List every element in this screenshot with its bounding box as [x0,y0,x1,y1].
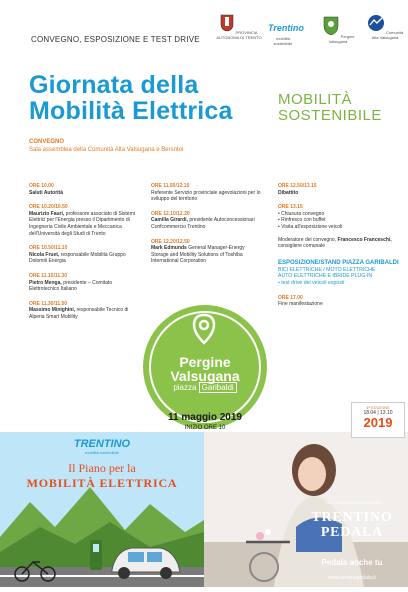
trentino-wordmark-icon [268,22,304,33]
program-column-2 [151,183,263,265]
program-time: ORE 17.00 [278,294,303,301]
crest-icon [220,14,234,32]
expo-line: AUTO ELETTRICHE E IBRIDE PLUG-IN [278,273,373,280]
venue-city [143,355,267,383]
venue-city-line1: Pergine [179,354,231,370]
moderator-name: Francesco Franceschi, [337,236,392,243]
program-column-1 [29,183,139,321]
expo-line: BICI ELETTRICHE / MOTO ELETTRICHE [278,266,376,273]
provincia-autonoma-di-trento-logo: PROVINCIA AUTONOMA DI TRENTO [216,14,262,40]
location-pin-icon [187,312,221,346]
program-time: ORE 10.50/11.10 [29,245,68,252]
expo-title: ESPOSIZIONE/STAND PIAZZA GARIBALDI [278,259,399,266]
title-area [0,62,408,132]
pedala-ciclo: CICLOCONCORSO TRENTINO [325,500,383,505]
header [0,0,408,62]
pedala-year: 2019 [363,415,393,430]
program-list-item: • Rinfresco con buffet [278,217,326,224]
venue-piazza-name: Garibaldi [199,382,237,393]
pedala-title-line2: PEDALA [320,525,384,540]
convegno-place: Sala assemblea della Comunità Alta Valsugana e Bersntol [29,147,184,153]
program-time: ORE 11.30/11.50 [29,300,68,307]
venue-city-line2: Valsugana [170,368,240,384]
pergine-valsugana-logo: Pergine Valsugana [320,14,356,44]
program-time: ORE 12.50/13.15 [278,183,317,189]
program-time: ORE 10.20/10.50 [29,204,68,211]
trentino-brand [70,438,134,455]
program-description: responsabile Mobilità Gruppo Dolomiti Energia [29,251,126,265]
program-speaker: Camilla Girardi, [151,217,188,224]
program-speaker: Pietro Menga, [29,279,62,286]
pedala-date-badge [351,402,405,438]
event-date: 11 maggio 2019 [168,412,242,423]
moderator-post: consigliere comunale [278,243,325,250]
program-time: ORE 10.00 [29,183,54,189]
expo-line: • test drive dei veicoli esposti [278,279,345,286]
convegno-info [29,138,183,154]
piano-panel [0,432,204,587]
trentino-logo: Trentino mobilità sostenibile [268,23,304,46]
program-description: presidente Autoconcessionari Confcommercio Trentino [151,217,255,230]
main-title [29,72,233,124]
pedala-title-line1: TRENTINO [311,510,393,525]
program-time: ORE 12.20/12.50 [151,238,190,245]
alta-valsugana-mark-icon [367,14,385,32]
program-speaker: Nicola Fruet, [29,251,60,258]
landscape-illustration [0,432,204,587]
trentino-brand-title: TRENTINO [73,438,131,450]
pergine-crest-icon [322,14,340,36]
program-description: presidente – Comitato Elettrotecnico Italiano [29,279,113,293]
sustainable-mobility-title [278,92,382,124]
moderator-pre: Moderatore del convegno, [278,236,337,243]
pedala-subtitle: Pedala anche tu [321,558,383,567]
program-speaker: Saluti Autorità [29,189,63,196]
pedala-title [297,510,407,540]
program-description: General Manager-Energy Storage and Mobility Solutions of Toshiba International Corporation [151,245,245,265]
main-title-line1: Giornata della [29,71,199,99]
piano-line2: MOBILITÀ ELETTRICA [26,476,178,490]
pedala-url: www.trentinopedala.it [328,575,376,581]
program-column-3 [278,183,402,308]
trentino-brand-sub: mobilità sostenibile [85,450,119,455]
header-tagline: CONVEGNO, ESPOSIZIONE E TEST DRIVE [31,35,200,44]
program-time: ORE 13.15 [278,204,303,211]
program-description: Fine manifestazione [278,301,323,308]
pedala-dates: 18.04 | 13.10 [363,410,393,416]
main-title-line2: Mobilità Elettrica [29,97,233,125]
event-start: INIZIO ORE 10 [184,425,226,431]
sustainable-line1: MOBILITÀ [278,91,353,108]
svg-text:Trentino: Trentino [268,23,304,33]
alta-valsugana-logo: Comunità Alta Valsugana [364,14,406,40]
charging-station-icon [90,540,102,570]
program-time: ORE 11.10/11.30 [29,272,68,279]
program-time: ORE 12.10/12.20 [151,210,190,217]
program-time: ORE 11.50/12.10 [151,183,190,189]
moderator [278,237,402,250]
venue-piazza [143,383,267,392]
program-list-item: • Visita all'esposizione veicoli [278,223,343,230]
piano-line1: Il Piano per la [68,461,136,475]
program-description: responsabile Tecnico di Alperia Smart Mobility [29,307,129,320]
program-list-item: • Chiusura convegno [278,210,325,217]
program-speaker: Mark Edmunds [151,245,187,252]
program-speaker: Maurizio Fauri, [29,210,65,217]
convegno-label: CONVEGNO [29,139,65,145]
sustainable-line2: SOSTENIBILE [278,107,382,124]
venue-piazza-pre: piazza [173,383,197,392]
program-description: Referente Servizio provinciale agevolazioni per lo sviluppo del territorio [151,189,261,203]
program-speaker: Dibattito [278,189,299,196]
program-speaker: Massimo Minighini, [29,307,76,314]
program-description: professore associato di Sistemi Elettrici per l'Energia presso il Dipartimento di Ingegneria Civile Ambientale e Meccanica dell'Università degli Studi di Trento [29,210,135,237]
pedala-edition: 4ª EDIZIONE [366,405,390,410]
